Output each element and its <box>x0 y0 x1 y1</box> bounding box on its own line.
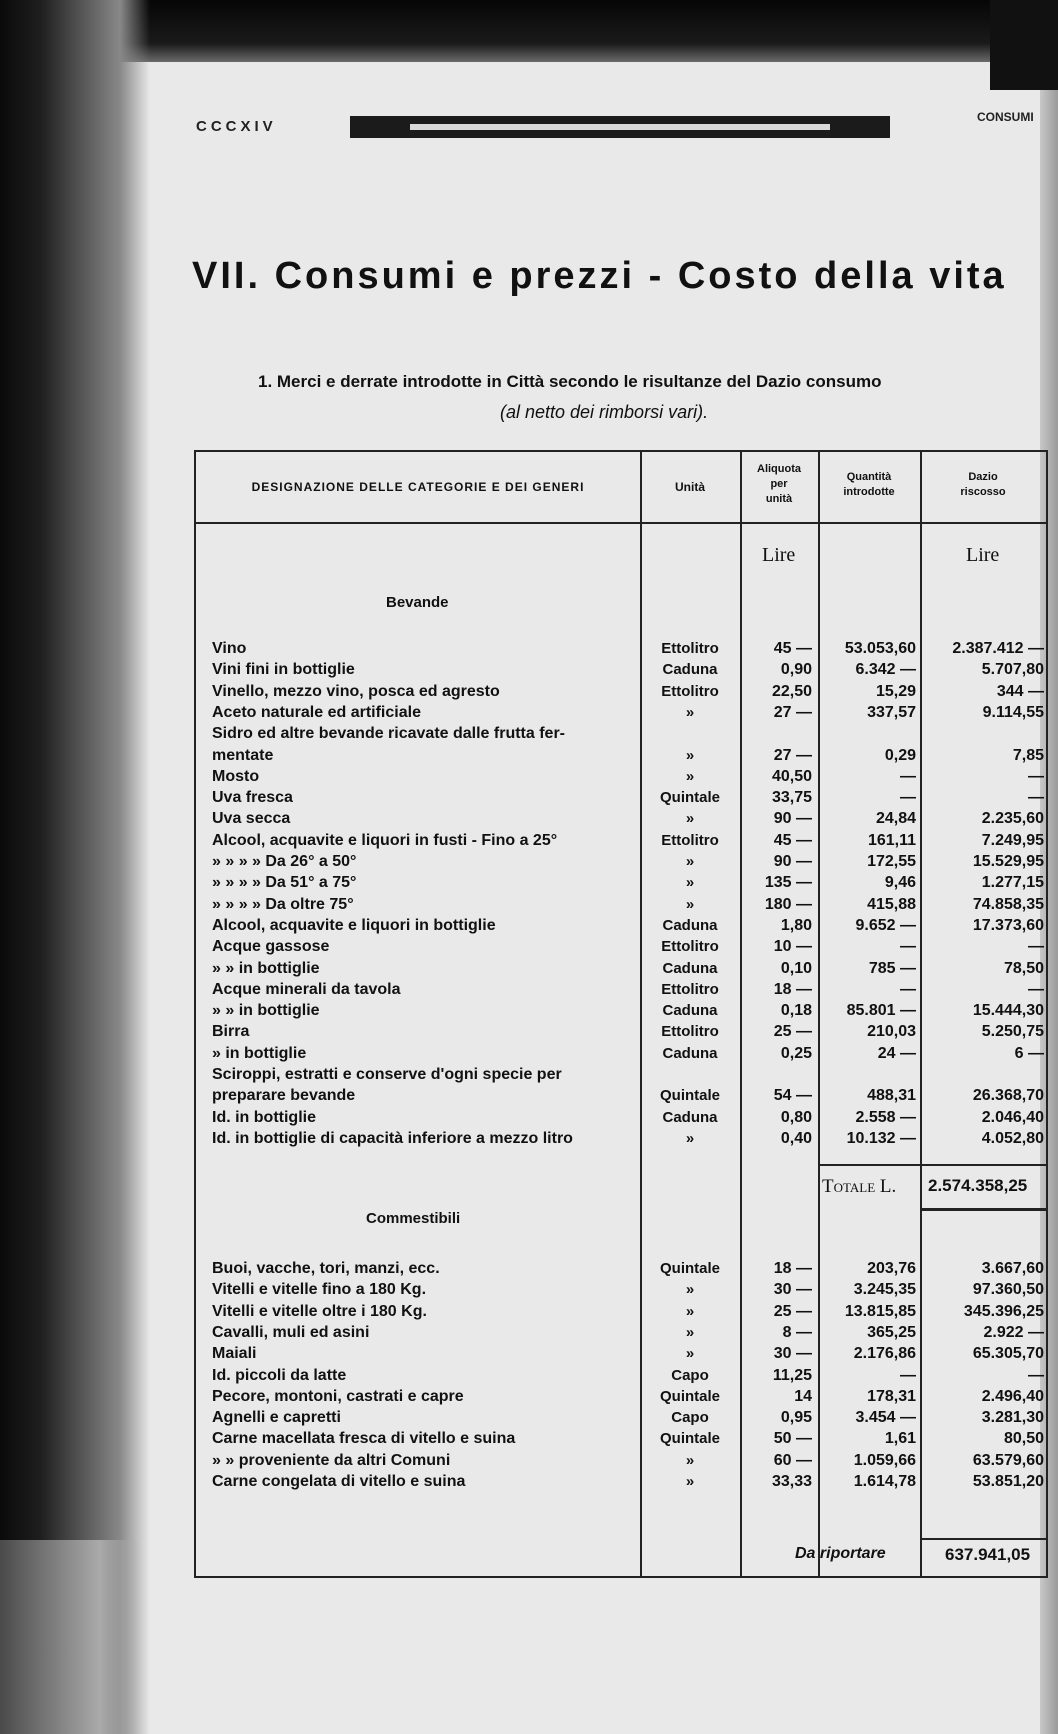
row-unit: Capo <box>671 1409 709 1427</box>
row-duty: 345.396,25 <box>963 1302 1044 1320</box>
table-row <box>196 1386 1050 1408</box>
row-description: mentate <box>212 746 274 764</box>
row-description: » in bottiglie <box>212 1044 307 1062</box>
table-row <box>196 1428 1050 1450</box>
column-header-description: DESIGNAZIONE DELLE CATEGORIE E DEI GENERI <box>251 480 585 494</box>
row-rate: 135 — <box>764 874 812 892</box>
currency-rate: Lire <box>762 544 796 566</box>
column-header-duty: Dazio riscosso <box>960 471 1006 498</box>
row-unit: Quintale <box>659 1387 720 1405</box>
row-rate: 0,95 <box>780 1409 812 1427</box>
row-unit: Quintale <box>659 1087 720 1105</box>
table-row <box>196 915 1050 937</box>
table-row <box>196 787 1050 809</box>
table-row <box>196 681 1050 703</box>
row-duty: 7.249,95 <box>981 831 1044 849</box>
page-number: CCCXIV <box>196 118 277 135</box>
row-duty: 65.305,70 <box>972 1345 1044 1363</box>
row-duty: 5.250,75 <box>981 1023 1044 1041</box>
row-quantity: 9.652 — <box>855 916 916 934</box>
total-value: 2.574.358,25 <box>928 1176 1028 1195</box>
table-row <box>196 1301 1050 1323</box>
column-header-unit: Unità <box>675 480 705 494</box>
row-duty: — <box>1028 789 1044 807</box>
row-unit: Caduna <box>662 661 718 679</box>
table-row <box>196 1343 1050 1365</box>
table-row <box>196 936 1050 958</box>
row-rate: 8 — <box>782 1323 812 1341</box>
row-description: Vitelli e vitelle oltre i 180 Kg. <box>212 1302 427 1320</box>
row-duty: 3.281,30 <box>981 1409 1044 1427</box>
table-row <box>196 1322 1050 1344</box>
row-duty: 53.851,20 <box>972 1473 1044 1490</box>
row-unit: Caduna <box>662 1108 718 1126</box>
row-unit: Caduna <box>662 916 718 934</box>
row-description: Acque gassose <box>212 938 330 956</box>
table-row <box>196 1279 1050 1301</box>
row-rate: 54 — <box>773 1087 812 1105</box>
table-row <box>196 1000 1050 1022</box>
table-row <box>196 958 1050 980</box>
row-unit: Ettolitro <box>661 640 719 657</box>
chapter-title: VII. Consumi e prezzi - Costo della vita <box>192 255 1007 297</box>
row-description: Carne congelata di vitello e suina <box>212 1473 466 1490</box>
row-duty: — <box>1028 1366 1044 1384</box>
data-table <box>194 450 1048 1578</box>
row-rate: 90 — <box>773 853 812 870</box>
row-duty: 3.667,60 <box>981 1260 1044 1277</box>
row-duty: 5.707,80 <box>981 661 1044 679</box>
row-quantity: 24 — <box>877 1044 916 1062</box>
column-header-rate: Aliquota per unità <box>757 463 801 505</box>
row-unit: » <box>685 810 695 828</box>
row-quantity: 488,31 <box>867 1087 916 1105</box>
row-unit: Ettolitro <box>661 980 719 998</box>
section-bevande: Bevande <box>386 594 449 611</box>
header-divider <box>196 522 1046 524</box>
row-description: preparare bevande <box>212 1087 356 1105</box>
row-description: Sidro ed altre bevande ricavate dalle frutta fer- <box>212 725 566 743</box>
row-duty: — <box>1028 980 1044 998</box>
row-rate: 22,50 <box>771 682 812 700</box>
row-quantity: 210,03 <box>867 1023 916 1041</box>
row-description: » » » » Da oltre 75° <box>212 895 354 913</box>
table-subtitle: (al netto dei rimborsi vari). <box>500 402 709 422</box>
row-rate: 18 — <box>773 980 812 998</box>
row-unit: » <box>685 703 695 721</box>
row-duty: 17.373,60 <box>972 916 1044 934</box>
row-quantity: 172,55 <box>867 853 916 870</box>
row-rate: 40,50 <box>771 767 812 785</box>
row-rate: 0,10 <box>780 959 812 977</box>
row-quantity: 10.132 — <box>846 1129 916 1147</box>
row-quantity: 203,76 <box>867 1260 916 1277</box>
row-description: Acque minerali da tavola <box>212 980 401 998</box>
row-quantity: 85.801 — <box>846 1002 916 1020</box>
row-unit: » <box>685 1451 695 1469</box>
row-rate: 33,33 <box>771 1473 812 1490</box>
row-rate: 11,25 <box>772 1366 812 1384</box>
row-quantity: — <box>900 767 916 785</box>
row-quantity: 0,29 <box>884 746 916 764</box>
row-quantity: 24,84 <box>875 810 916 828</box>
row-duty: 2.046,40 <box>981 1108 1044 1126</box>
row-quantity: 1,61 <box>884 1430 916 1448</box>
row-rate: 25 — <box>773 1302 812 1320</box>
row-rate: 0,18 <box>780 1002 812 1020</box>
row-duty: 4.052,80 <box>981 1129 1044 1147</box>
row-description: » » in bottiglie <box>212 1002 320 1020</box>
row-unit: » <box>685 746 695 764</box>
row-quantity: — <box>900 789 916 807</box>
row-unit: Quintale <box>659 1430 720 1448</box>
row-quantity: 2.176,86 <box>853 1345 916 1363</box>
table-row <box>196 1365 1050 1387</box>
section-commestibili: Commestibili <box>366 1210 461 1227</box>
table-row <box>196 1128 1050 1150</box>
row-duty: 97.360,50 <box>972 1281 1044 1299</box>
row-description: » » » » Da 51° a 75° <box>212 874 357 892</box>
table-row <box>196 745 1050 767</box>
row-duty: 2.922 — <box>983 1323 1044 1341</box>
row-rate: 18 — <box>773 1260 812 1277</box>
row-rate: 0,40 <box>780 1129 812 1147</box>
row-duty: — <box>1028 938 1044 956</box>
row-quantity: 415,88 <box>867 895 916 913</box>
table-row <box>196 659 1050 681</box>
row-unit: Ettolitro <box>661 682 719 700</box>
row-rate: 27 — <box>773 703 812 721</box>
total-label: Totale L. <box>822 1176 897 1197</box>
row-unit: » <box>685 895 695 913</box>
row-rate: 10 — <box>773 938 812 956</box>
row-duty: 15.444,30 <box>972 1002 1044 1020</box>
table-row <box>196 702 1050 724</box>
row-rate: 30 — <box>773 1345 812 1363</box>
row-unit: » <box>685 1345 695 1363</box>
row-unit: Ettolitro <box>661 831 719 849</box>
row-quantity: 3.245,35 <box>853 1281 916 1299</box>
row-duty: 344 — <box>996 682 1044 700</box>
row-quantity: 1.614,78 <box>853 1473 916 1490</box>
table-row <box>196 1021 1050 1043</box>
row-quantity: 3.454 — <box>855 1409 916 1427</box>
row-description: Vino <box>212 640 247 657</box>
row-description: Id. in bottiglie <box>212 1108 316 1126</box>
row-duty: 2.387.412 — <box>952 640 1044 657</box>
row-description: Alcool, acquavite e liquori in fusti - Fino a 25° <box>212 831 558 849</box>
row-quantity: 365,25 <box>867 1323 916 1341</box>
row-description: Maiali <box>212 1345 257 1363</box>
row-unit: Ettolitro <box>661 938 719 956</box>
row-description: Vini fini in bottiglie <box>212 661 355 679</box>
table-title: 1. Merci e derrate introdotte in Città secondo le risultanze del Dazio consumo <box>258 372 882 391</box>
table-row <box>196 1064 1050 1086</box>
row-rate: 90 — <box>773 810 812 828</box>
row-duty: 1.277,15 <box>981 874 1044 892</box>
row-rate: 0,25 <box>780 1044 812 1062</box>
row-unit: Caduna <box>662 1002 718 1020</box>
row-description: Id. in bottiglie di capacità inferiore a mezzo litro <box>212 1129 573 1147</box>
row-unit: » <box>685 767 695 785</box>
row-duty: 63.579,60 <box>972 1451 1044 1469</box>
row-description: Uva secca <box>212 810 291 828</box>
row-quantity: 178,31 <box>867 1387 916 1405</box>
row-rate: 180 — <box>764 895 812 913</box>
row-unit: Ettolitro <box>661 1023 719 1041</box>
table-row <box>196 830 1050 852</box>
row-quantity: 53.053,60 <box>844 640 916 657</box>
row-quantity: — <box>900 938 916 956</box>
row-quantity: — <box>900 1366 916 1384</box>
row-quantity: 9,46 <box>884 874 916 892</box>
row-quantity: 6.342 — <box>855 661 916 679</box>
row-quantity: 337,57 <box>867 703 916 721</box>
carry-forward-label: Da riportare <box>795 1545 886 1562</box>
row-duty: 7,85 <box>1012 746 1044 764</box>
row-duty: 2.496,40 <box>981 1387 1044 1405</box>
running-title: CONSUMI <box>977 110 1034 124</box>
row-duty: 9.114,55 <box>982 703 1044 721</box>
row-duty: 26.368,70 <box>972 1087 1044 1105</box>
row-description: » » proveniente da altri Comuni <box>212 1451 451 1469</box>
row-description: Vinello, mezzo vino, posca ed agresto <box>212 682 500 700</box>
row-unit: Quintale <box>659 1260 720 1277</box>
row-duty: 15.529,95 <box>972 853 1044 870</box>
table-row <box>196 1107 1050 1129</box>
table-row <box>196 766 1050 788</box>
row-rate: 33,75 <box>771 789 812 807</box>
table-row <box>196 1085 1050 1107</box>
row-unit: » <box>685 1302 695 1320</box>
total-double-rule <box>920 1208 1046 1211</box>
row-quantity: 161,11 <box>867 831 916 849</box>
row-unit: » <box>685 1473 695 1490</box>
table-row <box>196 1407 1050 1429</box>
row-description: Pecore, montoni, castrati e capre <box>212 1387 464 1405</box>
row-rate: 25 — <box>773 1023 812 1041</box>
row-rate: 30 — <box>773 1281 812 1299</box>
row-quantity: 785 — <box>868 959 916 977</box>
row-description: Birra <box>212 1023 250 1041</box>
header-ornament-bar <box>350 116 890 138</box>
table-row <box>196 979 1050 1001</box>
row-rate: 27 — <box>773 746 812 764</box>
currency-duty: Lire <box>966 544 1000 566</box>
row-duty: 6 — <box>1014 1044 1044 1062</box>
row-unit: Quintale <box>659 789 720 807</box>
row-quantity: 2.558 — <box>855 1108 916 1126</box>
row-rate: 45 — <box>773 831 812 849</box>
row-description: Id. piccoli da latte <box>212 1366 347 1384</box>
row-description: Alcool, acquavite e liquori in bottiglie <box>212 916 496 934</box>
row-rate: 60 — <box>773 1451 812 1469</box>
carry-rule <box>920 1538 1046 1540</box>
row-quantity: — <box>900 980 916 998</box>
row-quantity: 13.815,85 <box>844 1302 916 1320</box>
total-rule <box>818 1164 1046 1166</box>
row-rate: 0,80 <box>780 1108 812 1126</box>
table-row <box>196 1258 1050 1280</box>
row-unit: Capo <box>671 1366 709 1384</box>
row-rate: 0,90 <box>780 661 812 679</box>
table-row <box>196 872 1050 894</box>
table-row <box>196 723 1050 745</box>
row-description: Buoi, vacche, tori, manzi, ecc. <box>212 1260 440 1277</box>
row-duty: 78,50 <box>1003 959 1044 977</box>
row-description: Carne macellata fresca di vitello e suina <box>212 1430 516 1448</box>
row-quantity: 15,29 <box>875 682 916 700</box>
row-unit: » <box>685 874 695 892</box>
row-duty: — <box>1028 767 1044 785</box>
table-row <box>196 894 1050 916</box>
row-quantity: 1.059,66 <box>853 1451 916 1469</box>
row-rate: 14 <box>794 1387 812 1405</box>
row-unit: » <box>685 1281 695 1299</box>
table-row <box>196 851 1050 873</box>
table-row <box>196 1450 1050 1472</box>
row-unit: » <box>685 853 695 870</box>
column-header-quantity: Quantità introdotte <box>843 471 895 498</box>
table-row <box>196 808 1050 830</box>
row-description: Mosto <box>212 767 260 785</box>
row-rate: 1,80 <box>780 916 812 934</box>
row-description: » » in bottiglie <box>212 959 320 977</box>
table-row <box>196 638 1050 660</box>
carry-forward-value: 637.941,05 <box>945 1545 1031 1564</box>
row-duty: 80,50 <box>1003 1430 1044 1448</box>
row-duty: 74.858,35 <box>972 895 1044 913</box>
row-unit: Caduna <box>662 959 718 977</box>
row-duty: 2.235,60 <box>981 810 1044 828</box>
row-description: Vitelli e vitelle fino a 180 Kg. <box>212 1281 427 1299</box>
table-row <box>196 1471 1050 1493</box>
row-unit: » <box>685 1323 695 1341</box>
row-description: Aceto naturale ed artificiale <box>212 703 421 721</box>
row-description: Uva fresca <box>212 789 293 807</box>
row-rate: 50 — <box>773 1430 812 1448</box>
row-description: Agnelli e capretti <box>212 1409 341 1427</box>
row-description: Sciroppi, estratti e conserve d'ogni specie per <box>212 1066 562 1083</box>
row-unit: » <box>685 1129 695 1147</box>
table-row <box>196 1043 1050 1065</box>
row-description: Cavalli, muli ed asini <box>212 1323 370 1341</box>
row-rate: 45 — <box>773 640 812 657</box>
row-description: » » » » Da 26° a 50° <box>212 853 357 870</box>
row-unit: Caduna <box>662 1044 718 1062</box>
